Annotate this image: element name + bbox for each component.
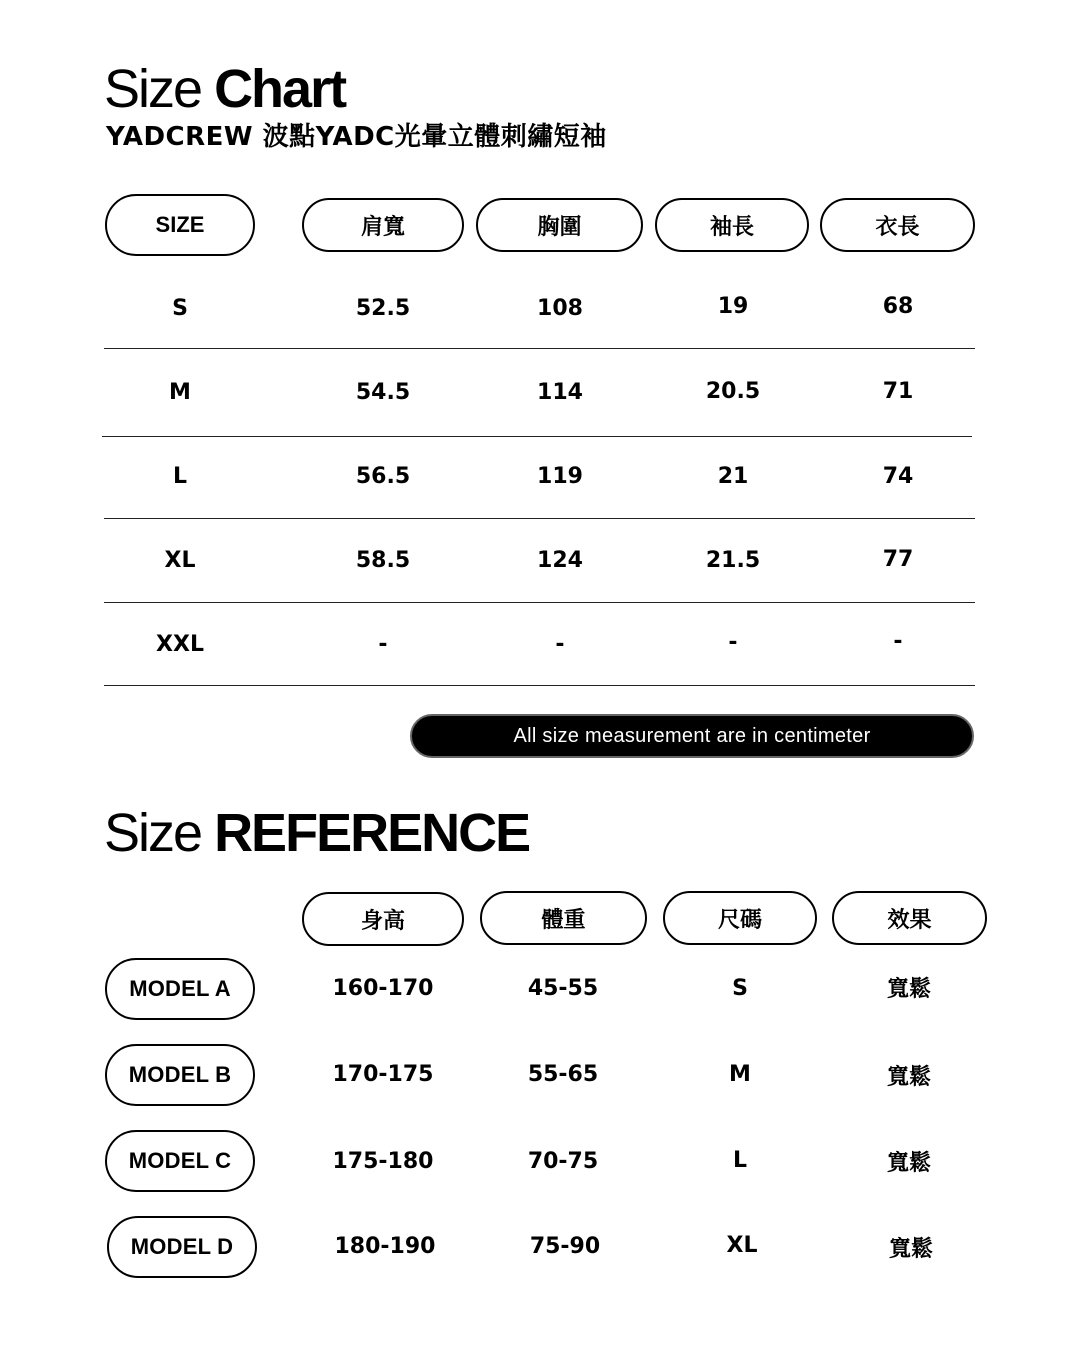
size-worn-cell: S bbox=[732, 976, 748, 1001]
height-cell: 170-175 bbox=[332, 1062, 434, 1087]
size-reference-title bbox=[104, 802, 529, 864]
shoulder-cell: 52.5 bbox=[355, 296, 411, 321]
size-cell: XL bbox=[164, 548, 196, 573]
size-reference-title-bold: REFERENCE bbox=[214, 803, 530, 863]
chest-cell: - bbox=[555, 632, 565, 657]
header-size: SIZE bbox=[105, 194, 255, 256]
size-cell: M bbox=[169, 380, 191, 405]
length-cell: 68 bbox=[882, 294, 914, 319]
unit-note-badge: All size measurement are in centimeter bbox=[410, 714, 974, 758]
size-cell: XXL bbox=[156, 632, 204, 657]
size-cell: L bbox=[172, 464, 188, 489]
fit-cell: 寬鬆 bbox=[888, 1237, 933, 1262]
size-worn-cell: L bbox=[732, 1148, 748, 1173]
chest-cell: 114 bbox=[537, 380, 583, 405]
length-cell: 74 bbox=[882, 464, 914, 489]
fit-cell: 寬鬆 bbox=[886, 1151, 931, 1176]
model-b-label: MODEL B bbox=[105, 1044, 255, 1106]
shoulder-cell: - bbox=[378, 632, 388, 657]
chest-cell: 108 bbox=[537, 296, 583, 321]
row-divider bbox=[102, 436, 972, 437]
product-name: YADCREW 波點YADC光暈立體刺繡短袖 bbox=[106, 122, 607, 152]
model-a-label: MODEL A bbox=[105, 958, 255, 1020]
shoulder-cell: 58.5 bbox=[355, 548, 411, 573]
row-divider bbox=[104, 685, 975, 686]
header-size-worn: 尺碼 bbox=[663, 891, 817, 945]
height-cell: 180-190 bbox=[334, 1234, 436, 1259]
weight-cell: 70-75 bbox=[527, 1149, 599, 1174]
sleeve-cell: 21 bbox=[717, 464, 749, 489]
header-length: 衣長 bbox=[820, 198, 975, 252]
weight-cell: 45-55 bbox=[527, 976, 599, 1001]
fit-cell: 寬鬆 bbox=[886, 1065, 931, 1090]
row-divider bbox=[104, 348, 975, 349]
fit-cell: 寬鬆 bbox=[886, 977, 931, 1002]
header-fit: 效果 bbox=[832, 891, 987, 945]
sleeve-cell: - bbox=[728, 630, 738, 655]
length-cell: 71 bbox=[882, 379, 914, 404]
height-cell: 175-180 bbox=[332, 1149, 434, 1174]
header-height: 身高 bbox=[302, 892, 464, 946]
height-cell: 160-170 bbox=[332, 976, 434, 1001]
row-divider bbox=[104, 518, 975, 519]
weight-cell: 75-90 bbox=[529, 1234, 601, 1259]
chest-cell: 124 bbox=[537, 548, 583, 573]
chest-cell: 119 bbox=[537, 464, 583, 489]
sleeve-cell: 20.5 bbox=[705, 379, 761, 404]
sleeve-cell: 19 bbox=[717, 294, 749, 319]
header-weight: 體重 bbox=[480, 891, 647, 945]
weight-cell: 55-65 bbox=[527, 1062, 599, 1087]
sleeve-cell: 21.5 bbox=[705, 548, 761, 573]
size-reference-title-light: Size bbox=[104, 803, 202, 863]
row-divider bbox=[104, 602, 975, 603]
header-shoulder: 肩寬 bbox=[302, 198, 464, 252]
model-c-label: MODEL C bbox=[105, 1130, 255, 1192]
size-chart-title-light: Size bbox=[104, 59, 202, 119]
header-chest: 胸圍 bbox=[476, 198, 643, 252]
model-d-label: MODEL D bbox=[107, 1216, 257, 1278]
size-chart-title bbox=[104, 58, 345, 120]
size-chart-title-bold: Chart bbox=[214, 59, 346, 119]
size-worn-cell: XL bbox=[726, 1233, 758, 1258]
shoulder-cell: 56.5 bbox=[355, 464, 411, 489]
length-cell: 77 bbox=[882, 547, 914, 572]
shoulder-cell: 54.5 bbox=[355, 380, 411, 405]
size-worn-cell: M bbox=[729, 1062, 751, 1087]
size-cell: S bbox=[172, 296, 188, 321]
length-cell: - bbox=[893, 629, 903, 654]
header-sleeve: 袖長 bbox=[655, 198, 809, 252]
